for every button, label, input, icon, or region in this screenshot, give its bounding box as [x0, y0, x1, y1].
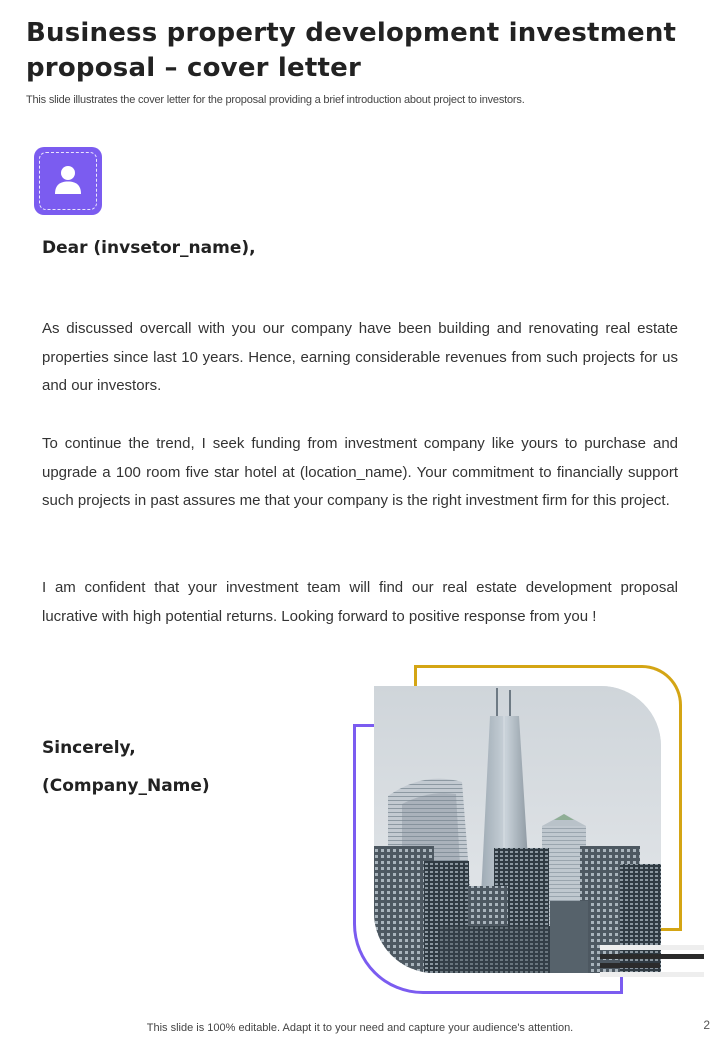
user-icon [54, 165, 82, 195]
letter-signature: (Company_Name) [42, 776, 210, 796]
letter-paragraph-1: As discussed overcall with you our company have been building and renovating real estate properties since last 10 years. Hence, earning considerable revenues from such projects for us and our investors. [42, 320, 678, 395]
stripe-light [600, 945, 704, 950]
letter-paragraph-2: To continue the trend, I seek funding from investment company like yours to purchase and upgrade a 100 room five star hotel at (location_name). Your commitment to financially support such projects in past assures me that your company is the right investment firm for this project. [42, 435, 678, 510]
page-subtitle: This slide illustrates the cover letter for the proposal providing a brief introduction about project to investors. [26, 94, 525, 106]
city-skyline-photo [374, 686, 661, 973]
skyscrapers-illustration [374, 686, 661, 973]
page-title: Business property development investment proposal – cover letter [26, 18, 677, 83]
page-number: 2 [703, 1018, 710, 1032]
letter-closing: Sincerely, [42, 738, 136, 758]
stripe-dark [600, 954, 704, 959]
stripe-light [600, 972, 704, 977]
footer-note: This slide is 100% editable. Adapt it to your need and capture your audience's attention. [146, 1022, 574, 1034]
letter-paragraph-3: I am confident that your investment team will find our real estate development proposal lucrative with high potential returns. Looking forward to positive response from you ! [42, 579, 678, 625]
stripe-dark-short [600, 963, 660, 968]
letter-salutation: Dear (invsetor_name), [42, 238, 256, 258]
avatar [34, 147, 102, 215]
decorative-stripes [600, 945, 704, 981]
